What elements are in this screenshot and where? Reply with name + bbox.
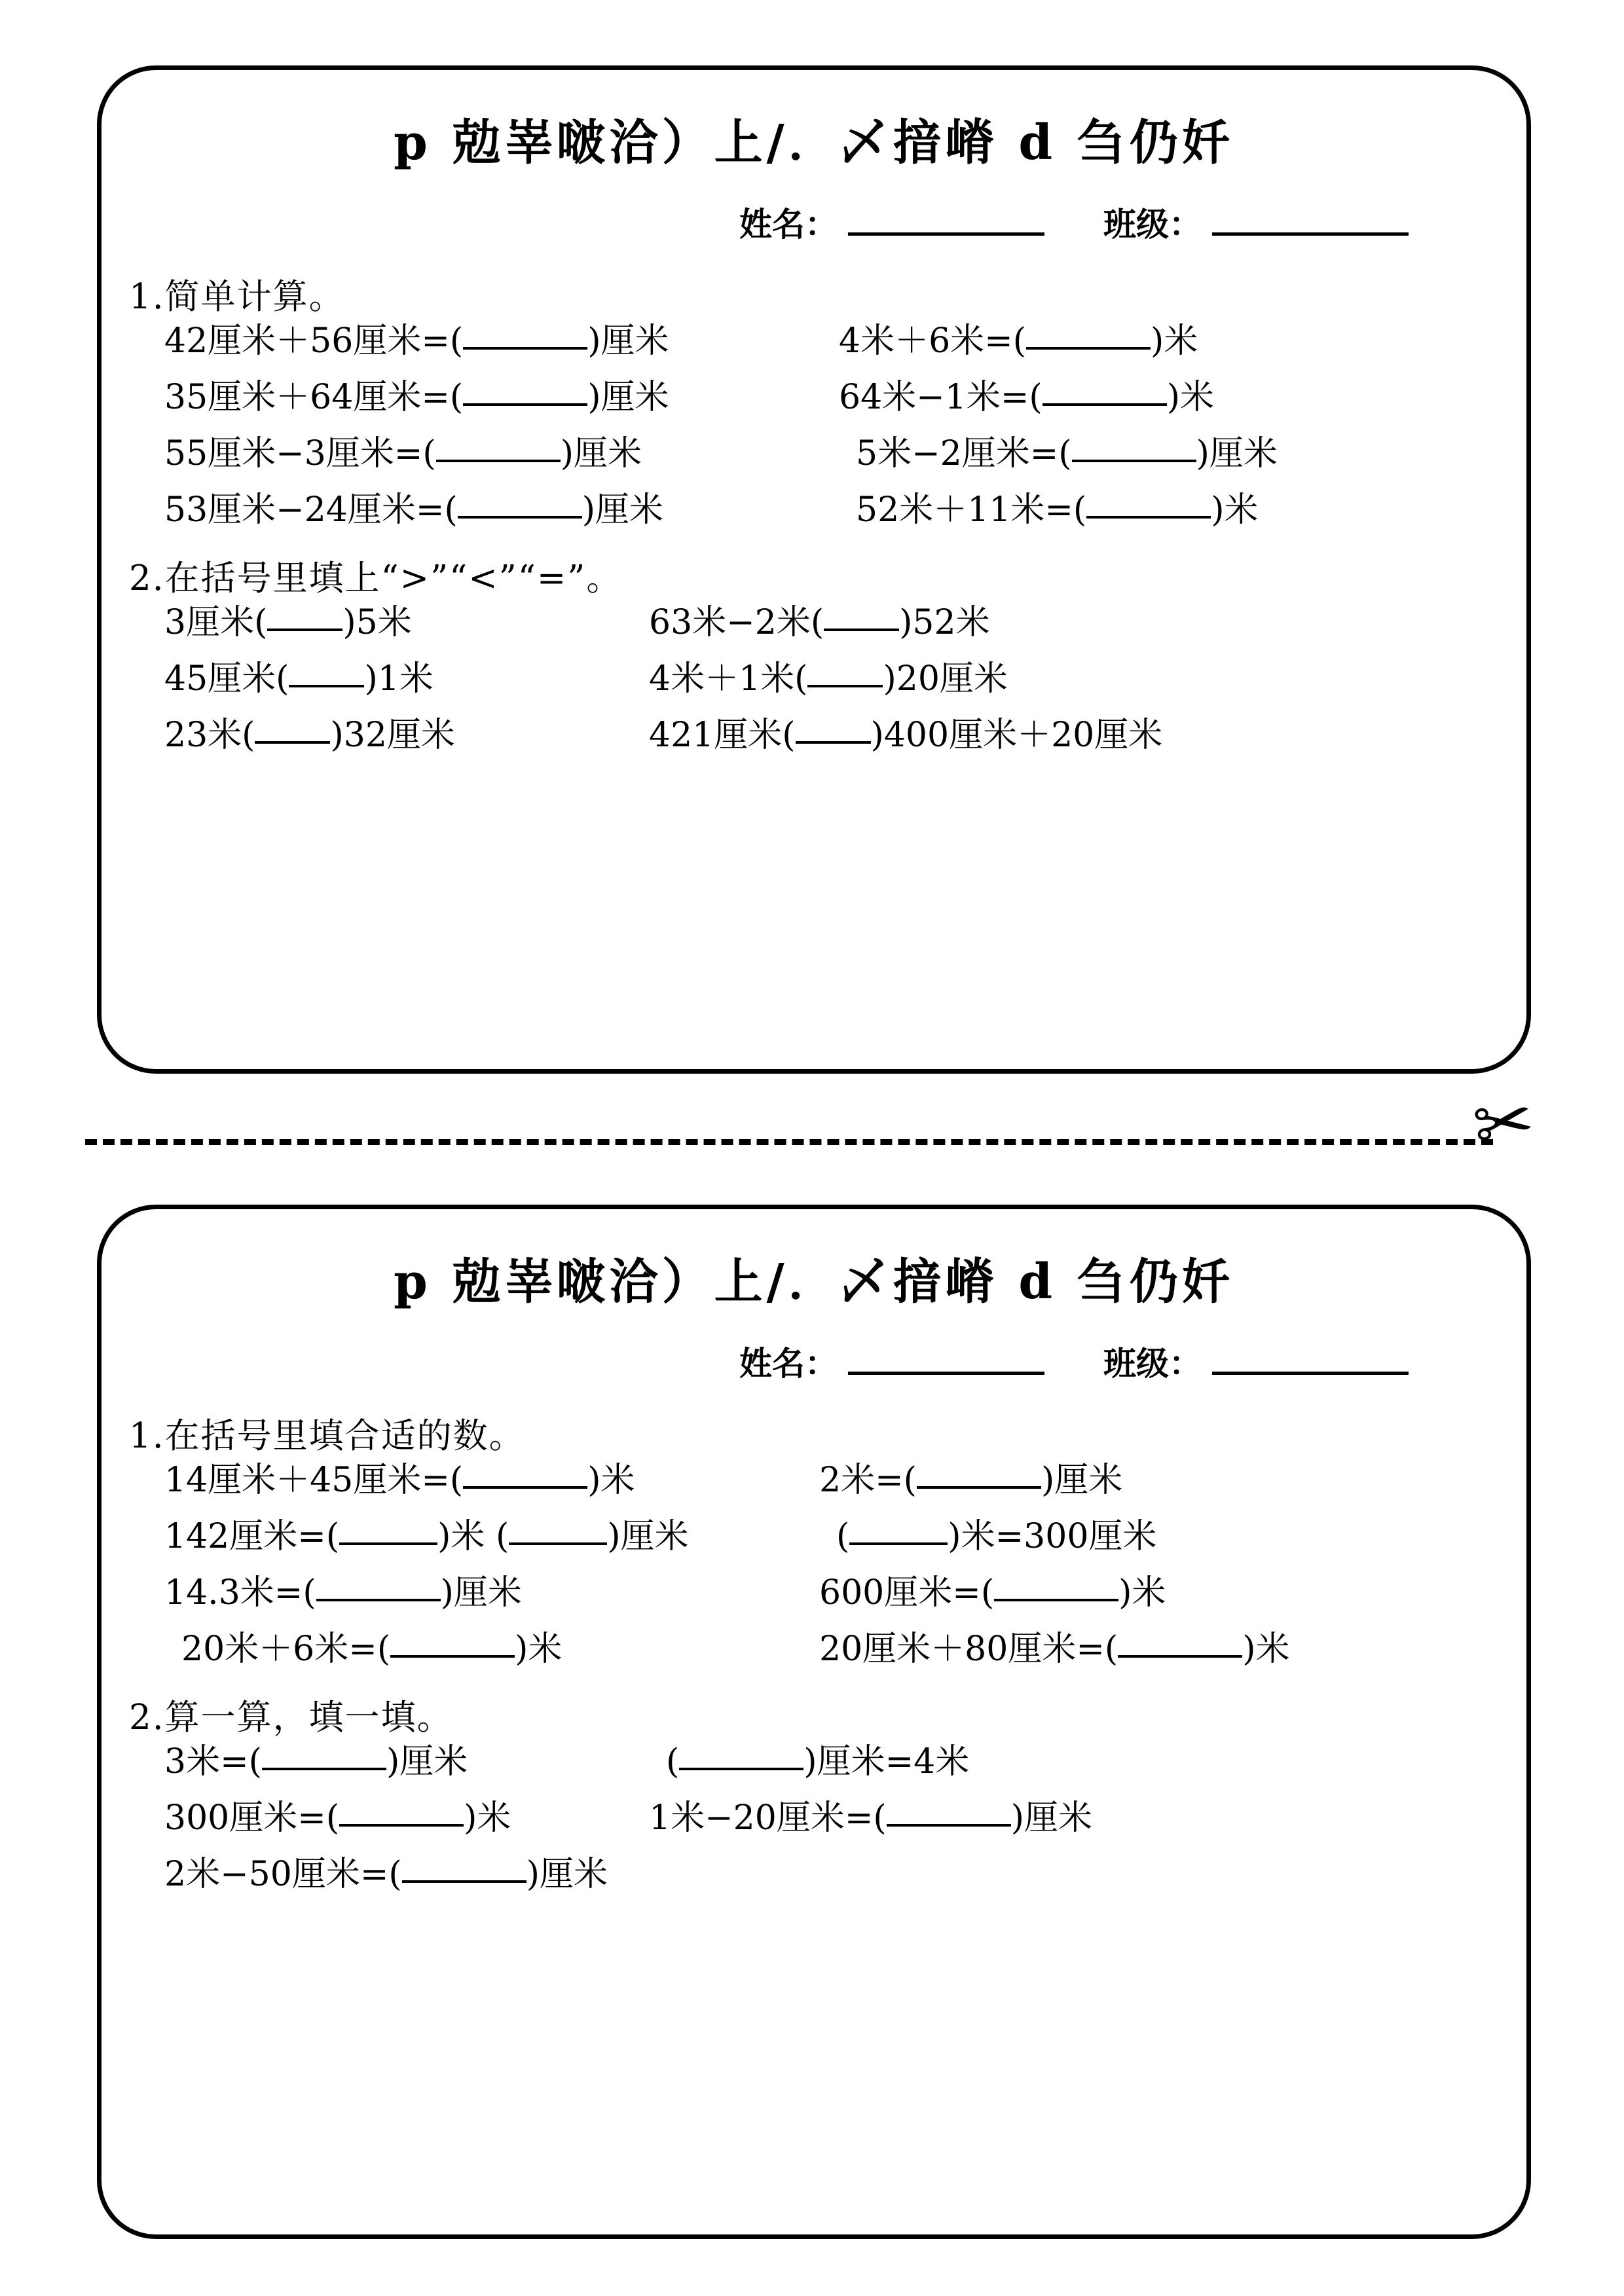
problem-item[interactable] bbox=[164, 659, 649, 699]
answer-blank[interactable] bbox=[463, 342, 587, 350]
name-input-line-top[interactable] bbox=[848, 226, 1044, 236]
answer-blank[interactable] bbox=[887, 1819, 1011, 1827]
student-info-row-top bbox=[101, 198, 1526, 246]
problem-item[interactable] bbox=[164, 603, 649, 642]
problem-unit: )厘米 bbox=[607, 1517, 689, 1556]
worksheet-title-bottom: p 勊峷啵洽）上/．乄揞嵴 d 刍仍奷 bbox=[394, 1254, 1234, 1310]
answer-blank[interactable] bbox=[849, 1537, 948, 1545]
problem-unit: )400厘米＋20厘米 bbox=[870, 716, 1163, 755]
worksheet-card-bottom bbox=[97, 1205, 1531, 2239]
problem-text: 3米=( bbox=[164, 1742, 262, 1781]
problem-text: 600厘米=( bbox=[819, 1573, 995, 1613]
problem-row bbox=[164, 1630, 1500, 1669]
problem-unit: )厘米 bbox=[1041, 1461, 1123, 1500]
problem-item[interactable] bbox=[164, 490, 839, 530]
problem-unit: )厘米 bbox=[386, 1742, 468, 1781]
answer-blank[interactable] bbox=[436, 454, 561, 462]
answer-blank[interactable] bbox=[1043, 398, 1167, 406]
problem-unit: )厘米 bbox=[587, 321, 669, 361]
problem-row bbox=[164, 321, 1500, 361]
problem-unit: )米 bbox=[1211, 490, 1259, 530]
answer-blank[interactable] bbox=[807, 680, 883, 687]
problem-text: 5米−2厘米=( bbox=[856, 434, 1072, 473]
class-label-top: 班级： bbox=[1103, 205, 1202, 244]
problem-unit: )厘米 bbox=[1196, 434, 1278, 473]
problem-item[interactable] bbox=[164, 1573, 819, 1613]
answer-blank[interactable] bbox=[339, 1819, 464, 1827]
class-field-bottom bbox=[1103, 1338, 1409, 1385]
class-input-line-bottom[interactable] bbox=[1212, 1365, 1409, 1375]
answer-blank[interactable] bbox=[289, 680, 364, 687]
answer-blank[interactable] bbox=[390, 1650, 515, 1658]
answer-blank[interactable] bbox=[824, 623, 899, 631]
problem-item[interactable] bbox=[839, 378, 1494, 417]
problem-row bbox=[164, 1517, 1500, 1556]
problem-unit: )52米 bbox=[899, 603, 990, 642]
problem-text: 20米＋6米=( bbox=[181, 1630, 391, 1669]
answer-blank[interactable] bbox=[994, 1594, 1118, 1601]
problem-text: 45厘米( bbox=[164, 659, 289, 699]
problem-unit: )米 bbox=[587, 1461, 635, 1500]
class-label-bottom: 班级： bbox=[1103, 1344, 1202, 1383]
section-heading-1-top: 1.简单计算。 bbox=[129, 277, 345, 317]
problem-text: 53厘米−24厘米=( bbox=[164, 490, 458, 530]
problem-text: 23米( bbox=[164, 716, 255, 755]
problem-unit: )厘米 bbox=[1010, 1798, 1092, 1838]
problem-item[interactable] bbox=[164, 1742, 649, 1781]
problem-unit: )厘米 bbox=[440, 1573, 522, 1613]
worksheet-card-top bbox=[97, 65, 1531, 1074]
problem-list-2-bottom bbox=[164, 1742, 1500, 1894]
name-label-bottom: 姓名： bbox=[739, 1344, 838, 1383]
name-field-bottom bbox=[739, 1338, 1044, 1385]
section-heading-1-bottom: 1.在括号里填合适的数。 bbox=[129, 1416, 525, 1456]
problem-item[interactable] bbox=[819, 1573, 1166, 1613]
problem-text: 4米＋6米=( bbox=[839, 321, 1027, 361]
problem-item[interactable] bbox=[839, 434, 1494, 473]
problem-text: 52米＋11米=( bbox=[856, 490, 1087, 530]
problem-text: 421厘米( bbox=[649, 716, 796, 755]
problem-unit: )1米 bbox=[364, 659, 434, 699]
problem-row bbox=[164, 1742, 1500, 1781]
problem-text: 55厘米−3厘米=( bbox=[164, 434, 436, 473]
problem-item[interactable] bbox=[164, 1517, 819, 1556]
problem-item[interactable] bbox=[819, 1517, 1157, 1556]
problem-item[interactable] bbox=[164, 1630, 819, 1669]
problem-text: 300厘米=( bbox=[164, 1798, 340, 1838]
problem-unit: )米 bbox=[1242, 1630, 1290, 1669]
answer-blank[interactable] bbox=[463, 398, 587, 406]
student-info-row-bottom bbox=[101, 1338, 1526, 1385]
problem-row bbox=[164, 490, 1500, 530]
answer-blank[interactable] bbox=[262, 1762, 386, 1770]
problem-row bbox=[164, 1855, 1500, 1894]
scissors-icon: ✂ bbox=[1467, 1077, 1540, 1169]
answer-blank[interactable] bbox=[255, 736, 330, 744]
problem-row bbox=[164, 1798, 1500, 1838]
answer-blank[interactable] bbox=[458, 511, 582, 519]
problem-row bbox=[164, 378, 1500, 417]
problem-list-1-bottom bbox=[164, 1461, 1500, 1669]
problem-item[interactable] bbox=[164, 716, 649, 755]
answer-blank[interactable] bbox=[463, 1481, 587, 1489]
problem-text: 35厘米＋64厘米=( bbox=[164, 378, 464, 417]
problem-text: ( bbox=[666, 1742, 680, 1781]
section-heading-2-top: 2.在括号里填上“>”“<”“=”。 bbox=[129, 558, 623, 598]
problem-text: 14.3米=( bbox=[164, 1573, 316, 1613]
class-field-top bbox=[1103, 198, 1409, 246]
problem-item[interactable] bbox=[649, 1742, 970, 1781]
problem-item[interactable] bbox=[164, 1461, 819, 1500]
problem-item[interactable] bbox=[164, 1855, 649, 1894]
problem-unit: )20厘米 bbox=[883, 659, 1008, 699]
answer-blank[interactable] bbox=[1118, 1650, 1242, 1658]
problem-list-1-top bbox=[164, 321, 1500, 530]
answer-blank[interactable] bbox=[316, 1594, 441, 1601]
problem-row bbox=[164, 1461, 1500, 1500]
problem-unit: )32厘米 bbox=[330, 716, 455, 755]
problem-item[interactable] bbox=[819, 1461, 1123, 1500]
answer-blank[interactable] bbox=[339, 1537, 437, 1545]
worksheet-title-top: p 勊峷啵洽）上/．乄揞嵴 d 刍仍奷 bbox=[394, 115, 1234, 171]
problem-unit: )厘米 bbox=[581, 490, 664, 530]
problem-item[interactable] bbox=[649, 716, 1163, 755]
problem-text: 4米＋1米( bbox=[649, 659, 808, 699]
cut-line bbox=[85, 1139, 1493, 1145]
answer-blank[interactable] bbox=[1026, 342, 1151, 350]
problem-text: )米 ( bbox=[437, 1517, 509, 1556]
problem-unit: )米 bbox=[1151, 321, 1198, 361]
answer-blank[interactable] bbox=[402, 1875, 526, 1883]
class-input-line-top[interactable] bbox=[1212, 226, 1409, 236]
name-input-line-bottom[interactable] bbox=[848, 1365, 1044, 1375]
problem-text: 64米−1米=( bbox=[839, 378, 1043, 417]
problem-item[interactable] bbox=[164, 378, 839, 417]
problem-item[interactable] bbox=[649, 659, 1008, 699]
problem-text: 20厘米＋80厘米=( bbox=[819, 1630, 1118, 1669]
problem-unit: )5米 bbox=[342, 603, 412, 642]
problem-unit: )米=300厘米 bbox=[948, 1517, 1157, 1556]
problem-row bbox=[164, 659, 1500, 699]
section-heading-2-bottom: 2.算一算，填一填。 bbox=[129, 1698, 453, 1738]
answer-blank[interactable] bbox=[1072, 454, 1196, 462]
problem-text: 142厘米=( bbox=[164, 1517, 340, 1556]
problem-unit: )米 bbox=[464, 1798, 511, 1838]
problem-item[interactable] bbox=[649, 1798, 1092, 1838]
problem-item[interactable] bbox=[819, 1630, 1290, 1669]
problem-unit: )厘米 bbox=[526, 1855, 608, 1894]
answer-blank[interactable] bbox=[796, 736, 871, 744]
problem-text: 63米−2米( bbox=[649, 603, 824, 642]
problem-text: 14厘米＋45厘米=( bbox=[164, 1461, 464, 1500]
problem-unit: )米 bbox=[515, 1630, 563, 1669]
problem-row bbox=[164, 1573, 1500, 1613]
problem-item[interactable] bbox=[839, 490, 1494, 530]
problem-item[interactable] bbox=[839, 321, 1494, 361]
problem-text: 2米−50厘米=( bbox=[164, 1855, 402, 1894]
problem-text: ( bbox=[836, 1517, 850, 1556]
problem-text: 1米−20厘米=( bbox=[649, 1798, 887, 1838]
problem-row bbox=[164, 716, 1500, 755]
problem-text: 2米=( bbox=[819, 1461, 917, 1500]
problem-row bbox=[164, 603, 1500, 642]
answer-blank[interactable] bbox=[509, 1537, 607, 1545]
problem-item[interactable] bbox=[164, 434, 839, 473]
problem-list-2-top bbox=[164, 603, 1500, 755]
problem-row bbox=[164, 434, 1500, 473]
problem-unit: )米 bbox=[1118, 1573, 1166, 1613]
problem-unit: )厘米=4米 bbox=[803, 1742, 970, 1781]
answer-blank[interactable] bbox=[267, 623, 342, 631]
problem-item[interactable] bbox=[164, 321, 839, 361]
name-label-top: 姓名： bbox=[739, 205, 838, 244]
problem-unit: )厘米 bbox=[587, 378, 669, 417]
problem-unit: )米 bbox=[1166, 378, 1214, 417]
name-field-top bbox=[739, 198, 1044, 246]
answer-blank[interactable] bbox=[1086, 511, 1211, 519]
answer-blank[interactable] bbox=[917, 1481, 1041, 1489]
problem-item[interactable] bbox=[649, 603, 990, 642]
problem-text: 42厘米＋56厘米=( bbox=[164, 321, 464, 361]
problem-item[interactable] bbox=[164, 1798, 649, 1838]
answer-blank[interactable] bbox=[679, 1762, 803, 1770]
problem-unit: )厘米 bbox=[560, 434, 642, 473]
problem-text: 3厘米( bbox=[164, 603, 268, 642]
